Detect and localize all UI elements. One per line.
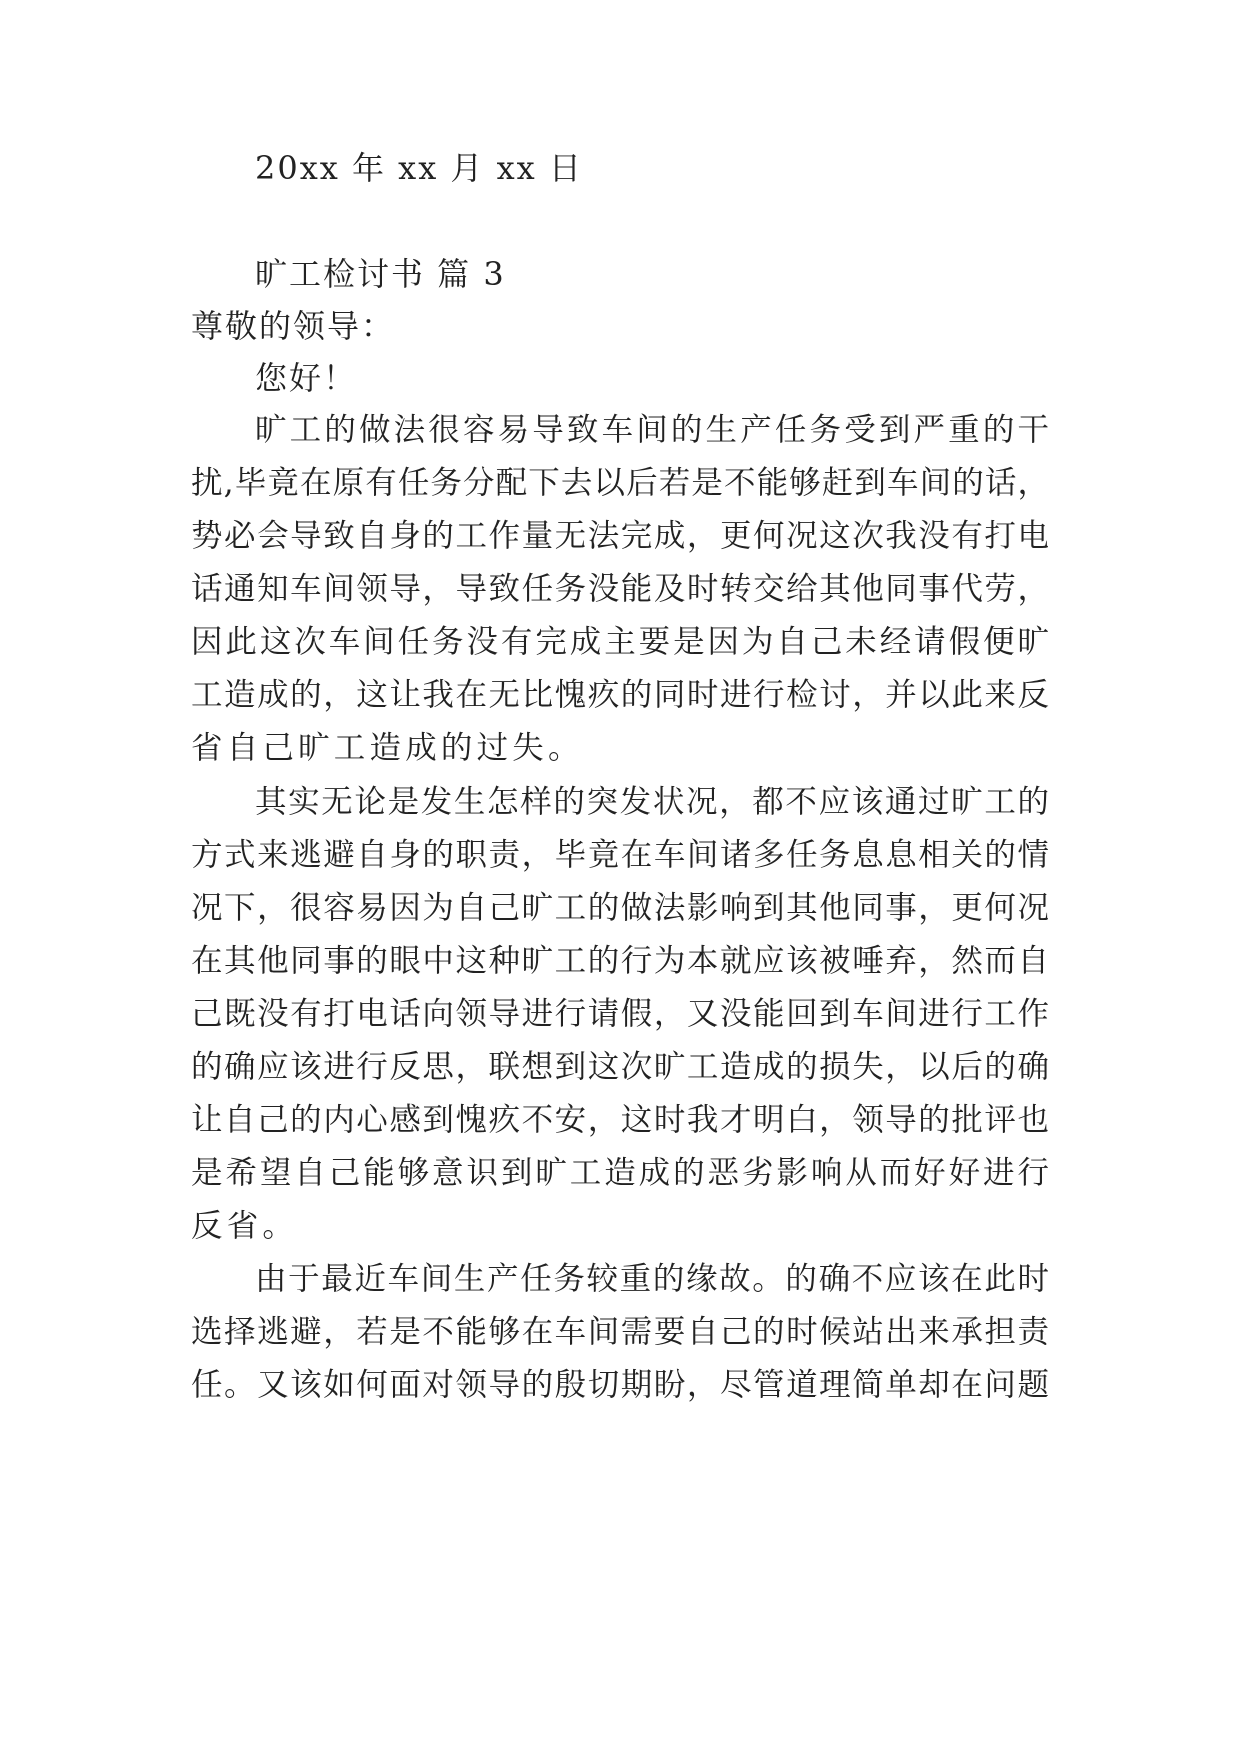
section-title: 旷工检讨书 篇 3 bbox=[255, 255, 506, 293]
paragraph-line: 任。又该如何面对领导的殷切期盼，尽管道理简单却在问题 bbox=[191, 1367, 1049, 1403]
paragraph-line: 况下，很容易因为自己旷工的做法影响到其他同事，更何况 bbox=[191, 890, 1049, 926]
paragraph-line: 让自己的内心感到愧疚不安，这时我才明白，领导的批评也 bbox=[191, 1102, 1049, 1138]
salutation: 尊敬的领导： bbox=[191, 307, 396, 345]
greeting: 您好！ bbox=[255, 359, 358, 397]
paragraph-line: 其实无论是发生怎样的突发状况，都不应该通过旷工的 bbox=[255, 784, 1049, 820]
paragraph-line: 因此这次车间任务没有完成主要是因为自己未经请假便旷 bbox=[191, 624, 1049, 660]
paragraph-line: 方式来逃避自身的职责，毕竟在车间诸多任务息息相关的情 bbox=[191, 837, 1049, 873]
paragraph-line: 省自己旷工造成的过失。 bbox=[191, 730, 584, 766]
paragraph-line: 是希望自己能够意识到旷工造成的恶劣影响从而好好进行 bbox=[191, 1155, 1049, 1191]
paragraph-line: 旷工的做法很容易导致车间的生产任务受到严重的干 bbox=[255, 412, 1049, 448]
paragraph-line: 工造成的，这让我在无比愧疚的同时进行检讨，并以此来反 bbox=[191, 677, 1049, 713]
document-date: 20xx 年 xx 月 xx 日 bbox=[255, 149, 583, 187]
paragraph-line: 在其他同事的眼中这种旷工的行为本就应该被唾弃，然而自 bbox=[191, 943, 1049, 979]
paragraph-line: 由于最近车间生产任务较重的缘故。的确不应该在此时 bbox=[255, 1261, 1049, 1297]
paragraph-line: 选择逃避，若是不能够在车间需要自己的时候站出来承担责 bbox=[191, 1314, 1049, 1350]
paragraph-line: 反省。 bbox=[191, 1208, 299, 1244]
paragraph-line: 己既没有打电话向领导进行请假，又没能回到车间进行工作 bbox=[191, 996, 1049, 1032]
paragraph-line: 的确应该进行反思，联想到这次旷工造成的损失，以后的确 bbox=[191, 1049, 1049, 1085]
paragraph-line: 势必会导致自身的工作量无法完成，更何况这次我没有打电 bbox=[191, 518, 1049, 554]
paragraph-line: 话通知车间领导，导致任务没能及时转交给其他同事代劳， bbox=[191, 571, 1049, 607]
paragraph-line: 扰,毕竟在原有任务分配下去以后若是不能够赶到车间的话， bbox=[191, 465, 1049, 501]
